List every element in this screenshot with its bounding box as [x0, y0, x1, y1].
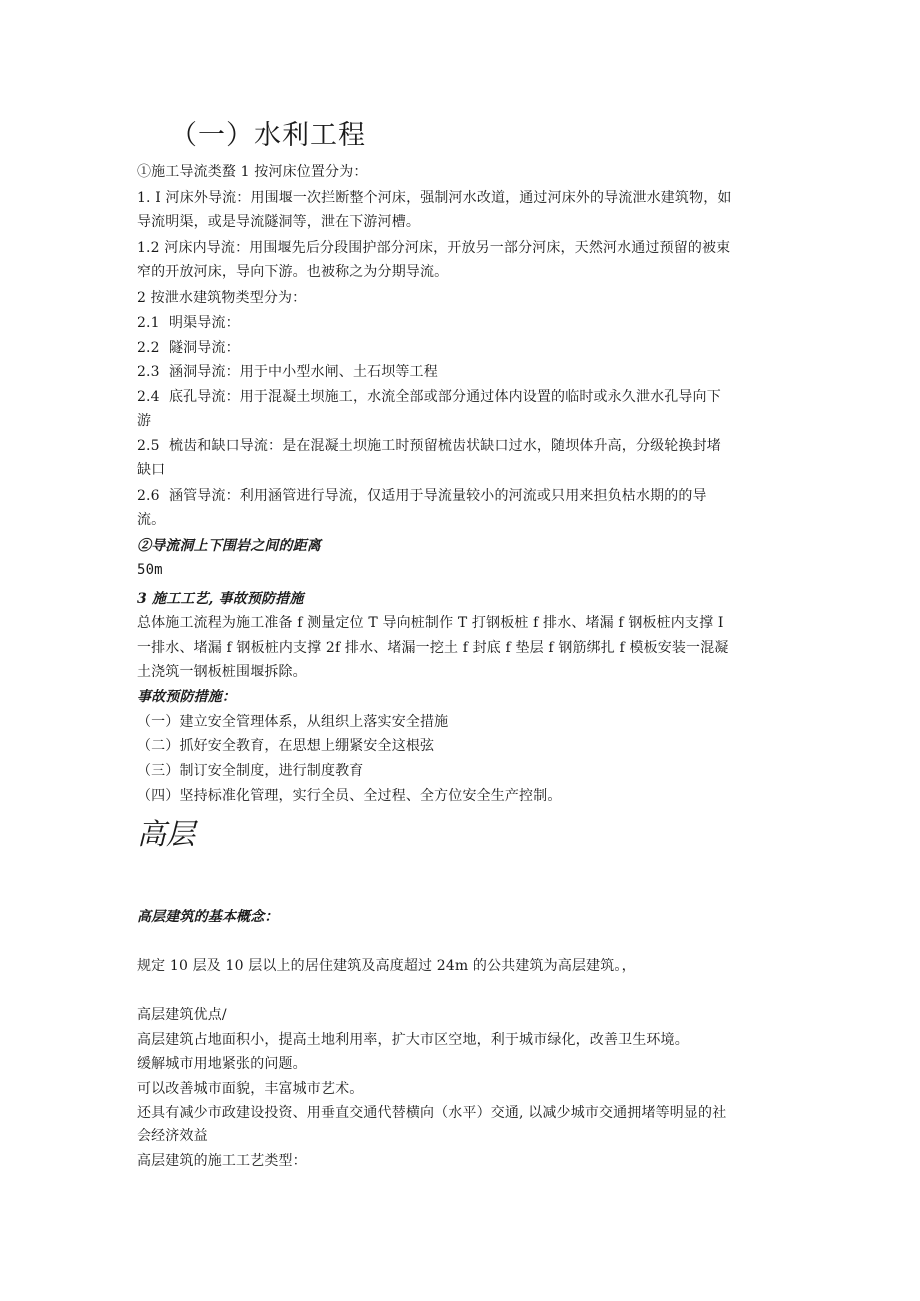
- list-item-number: 2.5: [137, 438, 160, 454]
- paragraph-line: 1.2 河床内导流：用围堰先后分段围护部分河床，开放另一部分河床，天然河水通过预留的被束: [137, 240, 731, 256]
- measure-item: （三）制订安全制度，进行制度教育: [137, 763, 364, 779]
- list-item: [137, 434, 787, 458]
- list-item-number: 2.2: [137, 340, 160, 356]
- paragraph-line: 总体施工流程为施工准备 f 测量定位 T 导向桩制作 T 打钢板桩 f 排水、堵漏 f 钢板桩内支撑 I: [137, 615, 724, 631]
- paragraph-line: 导流明渠，或是导流隧洞等，泄在下游河槽。: [137, 214, 420, 230]
- list-item: [137, 385, 787, 409]
- diversion-intro: ①施工导流类蝥 1 按河床位置分为：: [137, 164, 368, 180]
- list-item-text: 涵洞导流：用于中小型水闸、土石坝等工程: [169, 364, 438, 380]
- list-item-text: 底孔导流：用于混凝土坝施工，水流全部或部分通过体内设置的临时或永久泄水孔导向下: [169, 389, 721, 405]
- measure-item: （四）坚持标准化管理，实行全员、全过程、全方位安全生产控制。: [137, 788, 562, 804]
- advantage-item: 高层建筑占地面积小，提高土地利用率，扩大市区空地，利于城市绿化，改善卫生环境。: [137, 1032, 689, 1048]
- list-item-number: 2.4: [137, 389, 160, 405]
- list-item: [137, 311, 787, 335]
- process-heading: 3 施工工艺, 事故预防措施: [137, 591, 304, 607]
- concept-heading: 高层建筑的基本概念：: [137, 909, 279, 925]
- list-item-continuation: 游: [137, 413, 152, 429]
- list-item: [137, 484, 787, 508]
- prevention-heading: 事故预防措施：: [137, 689, 237, 705]
- highrise-title: 高层: [137, 817, 196, 851]
- list-item: [137, 336, 787, 360]
- list-item-text: 明渠导流：: [169, 315, 240, 331]
- type-heading: 2 按泄水建筑物类型分为：: [137, 290, 307, 306]
- list-item-text: 隧洞导流：: [169, 340, 240, 356]
- measure-item: （二）抓好安全教育，在思想上绷紧安全这根弦: [137, 738, 435, 754]
- paragraph-line: 一排水、堵漏 f 钢板桩内支撑 2f 排水、堵漏一挖土 f 封底 f 垫层 f 钢筋绑扎 f 模板安装一混凝: [137, 640, 729, 656]
- list-item-continuation: 流。: [137, 512, 166, 528]
- list-item-continuation: 缺口: [137, 462, 166, 478]
- list-item-number: 2.6: [137, 488, 160, 504]
- tunnel-value: 50m: [137, 562, 163, 578]
- paragraph-line: 土浇筑一钢板桩围堰拆除。: [137, 664, 307, 680]
- list-item-text: 涵管导流：利用涵管进行导流，仅适用于导流量较小的河流或只用来担负枯水期的的导: [169, 488, 707, 504]
- list-item-text: 梳齿和缺口导流：是在混凝土坝施工时预留梳齿状缺口过水，随坝体升高，分级轮换封堵: [169, 438, 721, 454]
- definition-text: 规定 10 层及 10 层以上的居住建筑及高度超过 24m 的公共建筑为高层建筑。，: [137, 958, 636, 974]
- advantage-item: 可以改善城市面貌，丰富城市艺术。: [137, 1081, 364, 1097]
- tunnel-heading: ②导流洞上下围岩之间的距离: [137, 538, 321, 554]
- list-item: [137, 360, 787, 384]
- paragraph-line: 窄的开放河床，导向下游。也被称之为分期导流。: [137, 264, 449, 280]
- advantages-heading: 高层建筑优点/: [137, 1007, 227, 1023]
- advantage-item: 缓解城市用地紧张的问题。: [137, 1056, 307, 1072]
- advantage-continuation: 会经济效益: [137, 1128, 208, 1144]
- paragraph-line: 1. I 河床外导流：用围堰一次拦断整个河床，强制河水改道，通过河床外的导流泄水建筑物，如: [137, 190, 732, 206]
- process-types-heading: 高层建筑的施工工艺类型：: [137, 1153, 307, 1169]
- section-title: （一）水利工程: [170, 120, 366, 151]
- measure-item: （一）建立安全管理体系，从组织上落实安全措施: [137, 714, 449, 730]
- list-item-number: 2.3: [137, 364, 160, 380]
- advantage-item: 还具有减少市政建设投资、用垂直交通代替横向（水平）交通, 以减少城市交通拥堵等明显的社: [137, 1105, 727, 1121]
- list-item-number: 2.1: [137, 315, 160, 331]
